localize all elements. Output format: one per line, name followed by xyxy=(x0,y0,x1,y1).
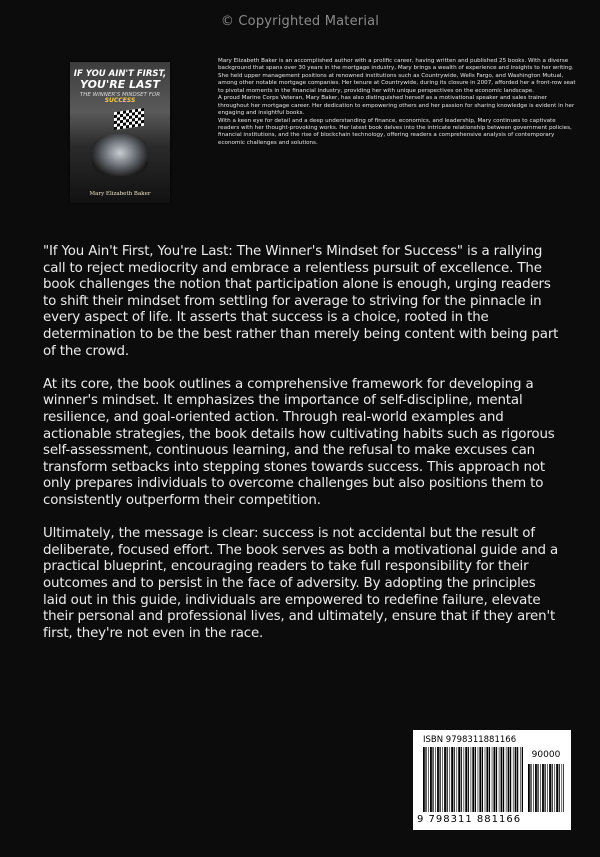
author-bio xyxy=(218,58,578,147)
cover-author: Mary Elizabeth Baker xyxy=(89,191,151,197)
description-paragraph: "If You Ain't First, You're Last: The Winner's Mindset for Success" is a rallying call to reject mediocrity and embrace a relentless pursuit of excellence. The book challenges the notion that participation alone is enough, urging readers to shift their mindset from settling for average to striving for the pinnacle in every aspect of life. It asserts that success is a choice, rooted in the determination to be the best rather than merely being content with being part of the crowd. xyxy=(43,244,559,359)
bio-paragraph: With a keen eye for detail and a deep understanding of finance, economics, and leadership, Mary continues to captivate readers with her thought-provoking works. Her latest book delves into the intricate relationship between government policies, financial institutions, and the rise of blockchain technology, offering readers a comprehensive analysis of contemporary economic challenges and solutions. xyxy=(218,117,572,146)
isbn-barcode xyxy=(413,730,571,830)
cover-title xyxy=(70,70,170,90)
cover-subtitle-text: THE WINNER'S MINDSET FOR xyxy=(79,92,161,98)
description-paragraph: Ultimately, the message is clear: success is not accidental but the result of deliberate, focused effort. The book serves as both a motivational guide and a practical blueprint, encouraging readers to take full responsibility for their outcomes and to persist in the face of adversity. By adopting the principles laid out in this guide, individuals are empowered to redefine failure, elevate their personal and professional lives, and ultimately, ensure that if they aren't first, they're not even in the race. xyxy=(43,526,559,641)
isbn-label: ISBN 9798311881166 xyxy=(423,735,517,745)
price-barcode-bars xyxy=(528,764,564,812)
race-car-image xyxy=(92,134,148,176)
cover-title-line1: IF YOU AIN'T FIRST, xyxy=(73,69,167,79)
copyright-watermark: © Copyrighted Material xyxy=(220,14,380,29)
bio-paragraph: A proud Marine Corps Veteran, Mary Baker, has also distinguished herself as a motivational speaker and sales trainer throughout her mortgage career. Her dedication to empowering others and her passion for sharing knowledge is evident in her engaging and insightful books. xyxy=(218,95,575,117)
author-section xyxy=(70,58,576,208)
price-code: 90000 xyxy=(531,750,561,760)
checkered-flag-icon xyxy=(114,108,144,130)
cover-subtitle xyxy=(70,92,170,105)
cover-title-line2: YOU'RE LAST xyxy=(80,77,160,91)
barcode-digits: 9 798311 881166 xyxy=(417,814,522,825)
book-description xyxy=(43,244,563,659)
description-paragraph: At its core, the book outlines a comprehensive framework for developing a winner's mindset. It emphasizes the importance of self-discipline, mental resilience, and goal-oriented action. Through real-world examples and actionable strategies, the book details how cultivating habits such as rigorous self-assessment, continuous learning, and the refusal to make excuses can transform setbacks into stepping stones towards success. This approach not only prepares individuals to overcome challenges but also positions them to consistently outperform their competition. xyxy=(43,376,555,509)
cover-subtitle-emphasis: SUCCESS xyxy=(104,97,136,105)
book-cover-thumbnail xyxy=(70,62,170,203)
ean-barcode-bars xyxy=(423,747,523,812)
bio-paragraph: Mary Elizabeth Baker is an accomplished author with a prolific career, having written and published 25 books. With a diverse background that spans over 30 years in the mortgage industry, Mary brings a wealth of experience and insights to her writing. She held upper management positions at renowned institutions such as Countrywide, Wells Fargo, and Washington Mutual, among other notable mortgage companies. Her tenure at Countrywide, during its closure in 2007, afforded her a front-row seat to pivotal moments in the financial industry, providing her with unique perspectives on the economic landscape. xyxy=(218,58,576,94)
